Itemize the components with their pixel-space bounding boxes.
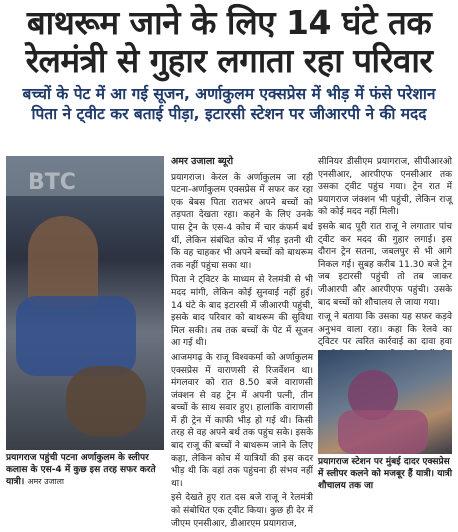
- subheadline-line-1: बच्चों के पेट में आ गई सूजन, अर्णाकुलम एक्सप्रेस में भीड़ में फंसे परेशान: [22, 85, 436, 103]
- headline-line-1: बाथरूम जाने के लिए 14 घंटे तक: [26, 3, 432, 42]
- paragraph: सीनियर डीसीएम प्रयागराज, सीपीआरओ एनसीआर, आरपीएफ एनसीआर तक उसका ट्वीट पहुंच गया। ट्रेन रात में प्रयागराज जंक्शन भी पहुंची, लेकिन राजू को कोई मदद नहीं मिली।: [318, 157, 452, 218]
- caption-right-line-2: कलने को मजबूर हैं यात्री। यात्री शौचालय तक जा: [318, 469, 453, 491]
- photo-passengers-station: [318, 350, 452, 454]
- paragraph: प्रयागराज। केरल के अर्णाकुलम जा रही पटना-अर्णाकुलम एक्सप्रेस में सफर कर रहा एक बेबस पिता रातभर अपने बच्चों को तड़पता देखता रहा। कहने के लिए उनके पास ट्रेन के एस-4 कोच में चार कंफर्म बर्थ थीं, लेकिन संबंधित कोच में भीड़ इतनी थी कि वह चाहकर भी अपने बच्चों को बाथरूम तक नहीं पहुंचा सका था।: [171, 172, 313, 271]
- paragraph: इसे देखते हुए रात दस बजे राजू ने रेलमंत्री को संबोधित एक ट्वीट किया। कुछ ही देर में जीएम एनसीआर, डीआरएम प्रयागराज,: [171, 493, 313, 529]
- photo-watermark: BTC: [28, 170, 76, 195]
- caption-right-line-1: प्रयागराज स्टेशन पर मुंबई दादर एक्सप्रेस में स्लीपर: [318, 457, 450, 479]
- paragraph: पिता ने ट्विटर के माध्यम से रेलमंत्री से भी मदद मांगी, लेकिन कोई सुनवाई नहीं हुई। 14 घंटे के बाद इटारसी में जीआरपी पहुंची, इसके बाद परिवार को बाथरूम की सुविधा मिल सकी। तब तक बच्चों के पेट में सूजन आ गई थी।: [171, 275, 313, 349]
- photo-crowded-coach: [6, 156, 164, 450]
- caption-left: [6, 452, 166, 488]
- paragraph: राजू ने बताया कि उसका यह सफर कड़वे अनुभव वाला रहा। कहा कि रेलवे का ट्विटर पर त्वरित कार्रवाई का दावा हवा: [318, 312, 452, 348]
- caption-left-credit: अमर उजाला: [27, 477, 65, 486]
- caption-left-line-2: एस-4 में कुछ इस तरह सफर करते यात्री।: [6, 465, 156, 487]
- article-column-1: [171, 156, 313, 532]
- headline: [6, 4, 452, 80]
- headline-line-2: रेलमंत्री से गुहार लगाता रहा परिवार: [25, 41, 433, 80]
- caption-left-line-1: प्रयागराज पहुंची पटना अर्णाकुलम के स्लीपर कलास के: [6, 453, 149, 475]
- subheadline: [10, 84, 448, 124]
- paragraph: इसके बाद पूरी रात राजू ने लगातार पांच ट्वीट कर मदद की गुहार लगाई। इस दौरान ट्रेन सतना, जबलपुर से भी आगे निकल गई। सुबह करीब 11.30 बजे ट्रेन जब इटारसी पहुंची तो तब जाकर जीआरपी और आरपीएफ पहुंची। उसके बाद बच्चों को शौचालय ले जाया गया।: [318, 221, 452, 308]
- byline: अमर उजाला ब्यूरो: [171, 156, 234, 167]
- subheadline-line-2: पिता ने ट्वीट कर बताई पीड़ा, इटारसी स्टेशन पर जीआरपी ने की मदद: [31, 105, 427, 123]
- caption-right: [318, 456, 454, 492]
- paragraph: आजमगढ़ के राजू विश्वकर्मा को अर्णाकुलम एक्सप्रेस में वाराणसी से रिजर्वेशन था। मंगलवार को रात 8.50 बजे वाराणसी जंक्शन से वह ट्रेन में अपनी पत्नी, तीन बच्चों के साथ सवार हुए। हालांकि वाराणसी में ही ट्रेन में काफी भीड़ हो गई थी। किसी तरह से वह अपने बर्थ तक पहुंच सके। इसके बाद राजू की बच्चों ने बाथरूम जाने के लिए कहा, लेकिन कोच में यात्रियों की इस कदर भीड़ थी कि वहां तक पहुंचना ही संभव नहीं था।: [171, 352, 313, 489]
